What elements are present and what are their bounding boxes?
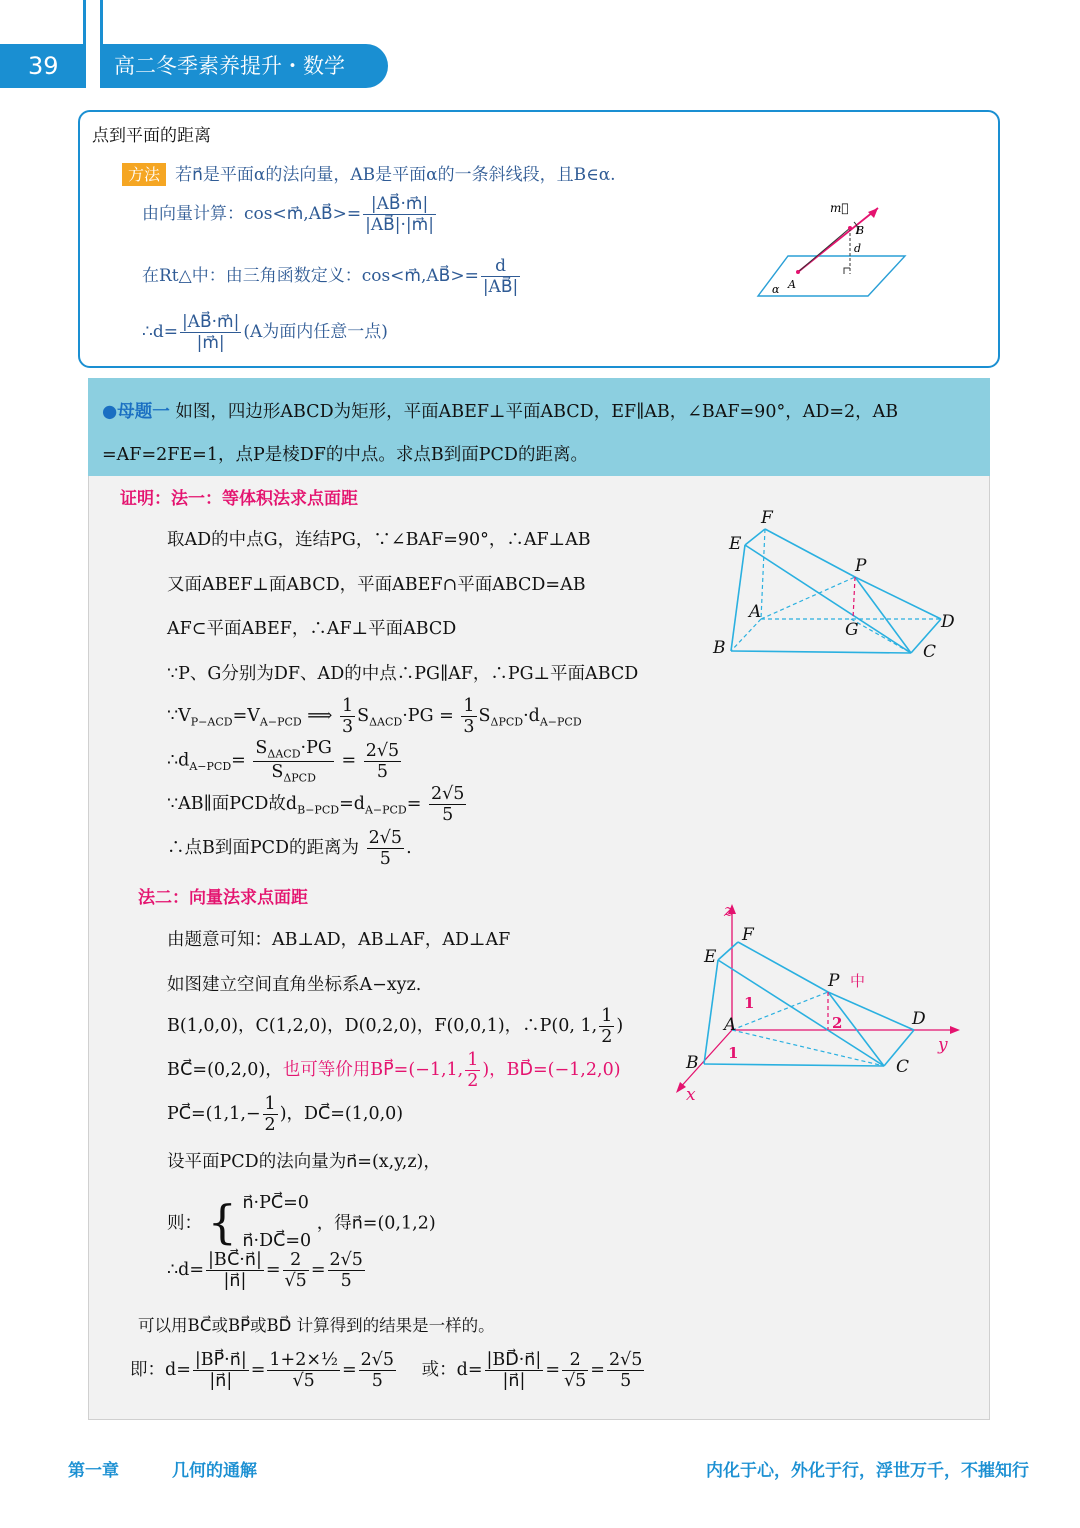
result-tail: . [406, 838, 412, 858]
l8-prefix: ∴d= [167, 1260, 204, 1280]
line2-den: |AB⃗| [482, 277, 519, 297]
d-sub: A−PCD [189, 760, 232, 773]
final-line [130, 1350, 646, 1391]
method-box-title: 点到平面的距离 [92, 126, 211, 146]
line2-prefix: 在Rt△中：由三角函数定义：cos<m⃗,AB⃗>= [142, 266, 479, 286]
fig2-one-b: 1 [728, 1044, 739, 1062]
vol-frac1-num: 1 [341, 696, 354, 716]
vol-pg: ·PG = [402, 706, 454, 726]
fig2-P: P [828, 971, 840, 991]
header-title: 高二冬季素养提升・数学 [102, 44, 388, 88]
vol-s2sub: ΔPCD [490, 715, 524, 729]
final-n1: |BP⃗·n⃗| [194, 1350, 247, 1370]
line3-suffix: (A为面内任意一点) [243, 322, 388, 342]
ab-res-num: 2√5 [431, 784, 465, 804]
final-frac-3 [359, 1350, 396, 1391]
fig1-P: P [855, 556, 867, 576]
fig2-x: x [686, 1085, 696, 1105]
l8-den: |n⃗| [223, 1271, 247, 1291]
m2-line-4 [167, 1050, 621, 1091]
l8-n2: 2 [283, 1250, 309, 1271]
line3-fraction [180, 312, 241, 353]
edge-FP [765, 529, 855, 577]
line2-fraction [481, 256, 520, 297]
fig1-B: B [713, 638, 726, 658]
point-b [848, 226, 852, 230]
l8-num: |BC⃗·n⃗| [208, 1250, 262, 1270]
l4-num: 1 [467, 1050, 479, 1070]
page-number: 39 [0, 44, 84, 88]
d-res-den: 5 [376, 761, 388, 782]
method1-title: 证明：法一：等体积法求点面距 [120, 489, 358, 509]
ab-sub2: A−PCD [364, 803, 407, 817]
edge-PC [855, 577, 911, 653]
vol-sub1: P−ACD [190, 715, 233, 729]
ab-res-den: 5 [442, 805, 454, 825]
l7-brace: { [207, 1195, 237, 1249]
line3-num: |AB⃗·m⃗| [181, 312, 240, 332]
plane-distance-diagram [750, 192, 920, 304]
result-text: ∴点B到面PCD的距离为 [167, 838, 360, 858]
final-n2: 1+2×½ [269, 1350, 338, 1370]
segment-PG [853, 577, 855, 619]
final-eq-3: = [545, 1360, 560, 1380]
method2-title: 法二：向量法求点面距 [138, 888, 308, 908]
m1-line-4: ∵P、G分别为DF、AD的中点∴PG∥AF，∴PG⊥平面ABCD [167, 664, 639, 684]
final-frac-6 [607, 1350, 644, 1391]
method-line-3 [142, 312, 388, 353]
vol-sub2: A−PCD [259, 715, 302, 729]
line3-den: |m⃗| [196, 333, 225, 353]
vol-frac1-den: 3 [341, 717, 354, 737]
hidden-AB [731, 619, 761, 651]
vol-s1: S [357, 706, 370, 726]
normal-arrow-head [868, 208, 878, 218]
m2-line-3 [167, 1006, 623, 1047]
final-d2: √5 [292, 1371, 315, 1391]
fig2-z: z [724, 901, 733, 921]
label-a: A [788, 278, 796, 291]
hidden-AP [761, 577, 855, 619]
final-n3: 2√5 [360, 1350, 395, 1370]
final-frac-2 [267, 1350, 340, 1391]
result-den: 5 [379, 849, 391, 869]
vol-frac-2 [461, 696, 476, 737]
d-num-tail: ·PG [300, 738, 332, 758]
point-a [796, 270, 800, 274]
l8-frac-2 [283, 1250, 309, 1291]
f2-edge-BC [704, 1064, 884, 1066]
ab-sub1: B−PCD [297, 803, 340, 817]
final-n4: |BD⃗·n⃗| [486, 1350, 542, 1370]
figure-2-coordinate-solid [668, 900, 968, 1110]
m1-result-line [167, 828, 412, 869]
label-b: B [856, 224, 865, 237]
figure-1-solid [705, 505, 965, 665]
final-n5: 2 [562, 1350, 588, 1371]
d-num-sub: ΔACD [267, 747, 301, 761]
l5-num: 1 [264, 1094, 276, 1114]
method-line-2 [142, 256, 522, 297]
final-d6: 5 [620, 1371, 632, 1391]
fig2-C: C [896, 1057, 910, 1077]
l7-result: ，得n⃗=(0,1,2) [316, 1213, 436, 1234]
d-res-num: 2√5 [365, 740, 400, 761]
vol-frac2-num: 1 [463, 696, 475, 716]
label-d: d [854, 242, 862, 255]
problem-text-1: 如图，四边形ABCD为矩形，平面ABEF⊥平面ABCD，EF∥AB，∠BAF=90°，AD=2，AB [175, 402, 899, 422]
vol-frac-1 [340, 696, 355, 737]
l5-frac [263, 1094, 278, 1135]
problem-text-line-2: =AF=2FE=1，点P是棱DF的中点。求点B到面PCD的距离。 [102, 445, 588, 465]
final-d1: |n⃗| [209, 1371, 233, 1391]
l4-den: 2 [467, 1071, 479, 1091]
d-eq: = [231, 750, 246, 771]
fig2-two: 2 [832, 1014, 843, 1032]
fig1-E: E [729, 534, 742, 554]
hidden-GC [851, 619, 911, 653]
method-line-1 [142, 194, 438, 235]
plane-alpha [758, 256, 905, 296]
vol-frac2-den: 3 [463, 717, 475, 737]
d-den-s: S [271, 761, 284, 782]
line3-prefix: ∴d= [142, 322, 178, 342]
fig1-D: D [941, 612, 955, 632]
final-d4: |n⃗| [502, 1371, 526, 1391]
l4-pink-2: )，BD⃗=(−1,2,0) [482, 1060, 621, 1080]
footer-chapter-title: 几何的通解 [172, 1461, 257, 1481]
fig2-zhong: 中 [850, 972, 866, 990]
fig1-F: F [761, 508, 773, 528]
fig2-y: y [938, 1035, 948, 1055]
vol-mid: =V [232, 706, 260, 726]
label-alpha: α [772, 283, 780, 296]
fig2-A: A [724, 1015, 737, 1035]
d-eq2: = [341, 750, 357, 771]
f2-edge-EF [718, 942, 738, 960]
method-row [122, 160, 616, 185]
l3-frac [599, 1006, 614, 1047]
ab-text: ∵AB∥面PCD故d [167, 794, 298, 814]
m2-line-7 [167, 1184, 436, 1260]
hidden-FA [761, 529, 765, 619]
vol-s1sub: ΔACD [369, 715, 403, 729]
d-frac-num [253, 738, 333, 762]
m2-line-5 [167, 1094, 403, 1135]
final-d5: √5 [563, 1371, 587, 1391]
final-frac-1 [193, 1350, 249, 1391]
m1-ab-line [167, 784, 468, 825]
line1-fraction [363, 194, 436, 235]
l8-frac-3 [328, 1250, 365, 1291]
ab-mid: =d [339, 794, 365, 814]
m1-line-3: AF⊂平面ABEF，∴AF⊥平面ABCD [167, 619, 457, 639]
line1-den: |AB⃗|·|m⃗| [365, 215, 434, 235]
ab-res-frac [429, 784, 466, 825]
edge-PD [855, 577, 941, 619]
method-tag: 方法 [122, 163, 166, 186]
l7-eq2: n⃗·DC⃗=0 [242, 1231, 312, 1251]
footer-chapter: 第一章 [68, 1461, 119, 1481]
l3-num: 1 [601, 1006, 613, 1026]
fig1-C: C [923, 642, 937, 662]
l3-den: 2 [601, 1027, 613, 1047]
m1-d-line [167, 738, 403, 784]
m1-line-2: 又面ABEF⊥面ABCD，平面ABEF∩平面ABCD=AB [167, 575, 586, 595]
m2-line-1: 由题意可知：AB⊥AD，AB⊥AF，AD⊥AF [167, 930, 511, 950]
edge-EC [745, 545, 911, 653]
vol-s2: S [478, 706, 491, 726]
final-eq-2: = [341, 1360, 357, 1380]
problem-label: ●母题一 [102, 402, 170, 422]
m1-line-1: 取AD的中点G，连结PG，∵∠BAF=90°，∴AF⊥AB [167, 530, 591, 550]
line1-prefix: 由向量计算：cos<m⃗,AB⃗>= [142, 204, 362, 224]
final-eq-4: = [590, 1360, 605, 1380]
d-frac [253, 738, 333, 784]
axis-y-arrow [950, 1026, 960, 1034]
ab-segment [798, 228, 850, 272]
vol-dsub: A−PCD [539, 715, 582, 729]
l4-frac [465, 1050, 480, 1091]
problem-text-line-1 [102, 398, 898, 423]
fig2-E: E [704, 947, 717, 967]
final-prefix: 即：d= [130, 1360, 191, 1380]
m2-line-6: 设平面PCD的法向量为n⃗=(x,y,z)， [167, 1152, 441, 1172]
result-frac [367, 828, 404, 869]
result-num: 2√5 [368, 828, 403, 848]
l3-prefix: B(1,0,0)，C(1,2,0)，D(0,2,0)，F(0,0,1)，∴P(0, 1, [167, 1016, 598, 1036]
final-frac-5 [562, 1350, 588, 1391]
fig1-A: A [749, 602, 762, 622]
right-angle-mark [844, 268, 850, 274]
final-or: 或：d= [421, 1360, 483, 1380]
vol-arrow: ⟹ [307, 706, 333, 726]
final-eq-1: = [250, 1360, 266, 1380]
f2-edge-FP [738, 942, 828, 992]
l8-d2: √5 [284, 1271, 307, 1291]
m2-line-2: 如图建立空间直角坐标系A−xyz. [167, 975, 422, 995]
l7-then: 则： [167, 1213, 202, 1234]
footer-motto: 内化于心，外化于行，浮世万千，不摧知行 [706, 1461, 1029, 1481]
l4-pink-1: 也可等价用BP⃗=(−1,1, [282, 1060, 464, 1080]
l5-tail: )，DC⃗=(1,0,0) [279, 1104, 404, 1124]
l3-tail: ) [616, 1016, 624, 1036]
l8-frac-1 [206, 1250, 264, 1291]
line2-num: d [481, 256, 520, 277]
l8-n3: 2√5 [329, 1250, 363, 1270]
note-line: 可以用BC⃗或BP⃗或BD⃗ 计算得到的结果是一样的。 [138, 1316, 495, 1335]
l5-den: 2 [264, 1115, 276, 1135]
d-num-s: S [255, 738, 268, 758]
l7-system [242, 1184, 311, 1260]
m1-volume-line [167, 696, 582, 737]
d-den-sub: ΔPCD [283, 771, 316, 784]
final-n6: 2√5 [608, 1350, 643, 1370]
fig1-G: G [845, 620, 859, 640]
d-frac-den [253, 762, 333, 785]
fig2-D: D [912, 1009, 926, 1029]
line1-num: |AB⃗·m⃗| [363, 194, 436, 215]
fig2-B: B [686, 1053, 699, 1073]
vol-prefix: ∵V [167, 706, 191, 726]
edge-BC [731, 651, 911, 653]
method-intro: 若n⃗是平面α的法向量，AB是平面α的一条斜线段，且B∈α. [175, 165, 616, 185]
final-frac-4 [485, 1350, 544, 1391]
l5-prefix: PC⃗=(1,1,− [167, 1104, 261, 1124]
l8-d3: 5 [340, 1271, 352, 1291]
l8-eq2: = [310, 1260, 326, 1280]
d-prefix: ∴d [167, 750, 190, 771]
fig2-F: F [742, 925, 754, 945]
edge-EF [745, 529, 765, 545]
l8-eq1: = [265, 1260, 281, 1280]
final-d3: 5 [371, 1371, 383, 1391]
d-res-frac [364, 741, 401, 782]
vol-d: ·d [523, 706, 540, 726]
l4-prefix: BC⃗=(0,2,0)， [167, 1060, 283, 1080]
edge-EB [731, 545, 745, 651]
m2-line-8 [167, 1250, 367, 1291]
l7-eq1: n⃗·PC⃗=0 [242, 1193, 309, 1213]
label-m: m⃗ [830, 201, 849, 215]
ab-eq: = [406, 794, 422, 814]
fig2-one-a: 1 [744, 994, 755, 1012]
